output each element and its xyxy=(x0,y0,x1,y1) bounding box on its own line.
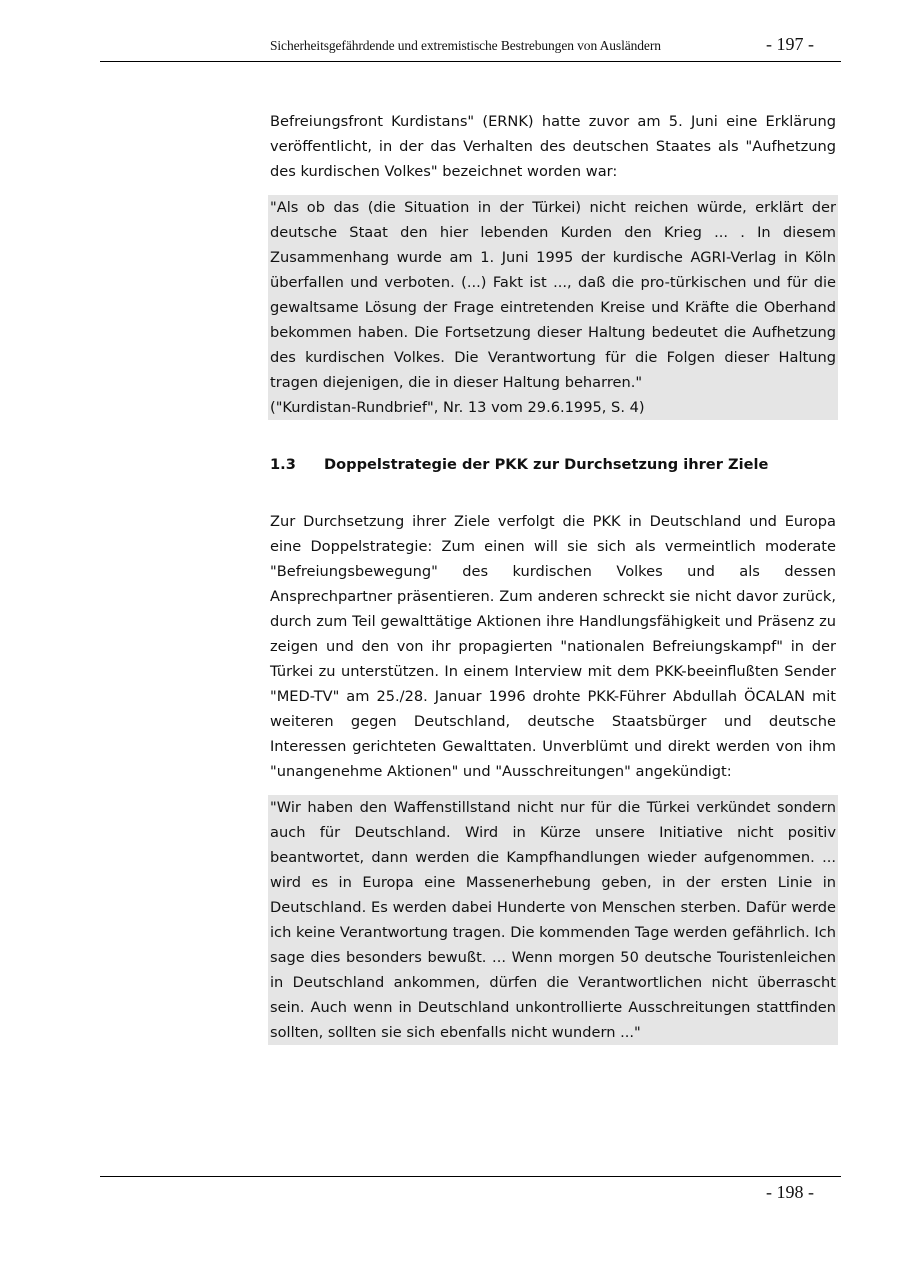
page-header xyxy=(100,30,841,62)
header-page-number: - 197 - xyxy=(766,34,814,54)
page-content xyxy=(270,109,836,1045)
section-number: 1.3 xyxy=(270,456,296,473)
quote-block xyxy=(268,195,838,420)
quote-text: "Als ob das (die Situation in der Türkei) nicht reichen würde, erklärt der deutsche Staat den hier lebenden Kurden den Krieg ... . In diesem Zusammenhang wurde am 1. Juni 1995 der kurdische AGRI-Verlag in Köln überfallen und verboten. (...) Fakt ist ..., daß die pro-türkischen und für die gewaltsame Lösung der Frage eintretenden Kreise und Kräfte die Oberhand bekommen haben. Die Fortsetzung dieser Haltung bedeutet die Aufhetzung des kurdischen Volkes. Die Verantwortung für die Folgen dieser Haltung tragen diejenigen, die in dieser Haltung beharren." xyxy=(270,199,836,391)
section-heading xyxy=(270,456,836,473)
footer-page-number: - 198 - xyxy=(766,1182,814,1202)
quote-block-2 xyxy=(268,795,838,1045)
quote-source: ("Kurdistan-Rundbrief", Nr. 13 vom 29.6.1995, S. 4) xyxy=(270,399,645,416)
intro-paragraph: Befreiungsfront Kurdistans" (ERNK) hatte zuvor am 5. Juni eine Erklärung veröffentlicht, in der das Verhalten des deutschen Staates als "Aufhetzung des kurdischen Volkes" bezeichnet worden war: xyxy=(270,113,836,180)
section-title: Doppelstrategie der PKK zur Durchsetzung ihrer Ziele xyxy=(324,456,769,473)
body-paragraph: Zur Durchsetzung ihrer Ziele verfolgt die PKK in Deutschland und Europa eine Doppelstrategie: Zum einen will sie sich als vermeintlich moderate "Befreiungsbewegung" des kurdischen Volkes und als dessen Ansprechpartner präsentieren. Zum anderen schreckt sie nicht davor zurück, durch zum Teil gewalttätige Aktionen ihre Handlungsfähigkeit und Präsenz zu zeigen und den von ihr propagierten "nationalen Befreiungskampf" in der Türkei zu unterstützen. In einem Interview mit dem PKK-beeinflußten Sender "MED-TV" am 25./28. Januar 1996 drohte PKK-Führer Abdullah ÖCALAN mit weiteren gegen Deutschland, deutsche Staatsbürger und deutsche Interessen gerichteten Gewalttaten. Unverblümt und direkt werden von ihm "unangenehme Aktionen" und "Ausschreitungen" angekündigt: xyxy=(270,513,836,780)
running-title: Sicherheitsgefährdende und extremistische Bestrebungen von Ausländern xyxy=(270,38,661,53)
quote-text-2: "Wir haben den Waffenstillstand nicht nur für die Türkei verkündet sondern auch für Deutschland. Wird in Kürze unsere Initiative nicht positiv beantwortet, dann werden die Kampfhandlungen wieder aufgenommen. ... wird es in Europa eine Massenerhebung geben, in der ersten Linie in Deutschland. Es werden dabei Hunderte von Menschen sterben. Dafür werde ich keine Verantwortung tragen. Die kommenden Tage werden gefährlich. Ich sage dies besonders bewußt. ... Wenn morgen 50 deutsche Touristenleichen in Deutschland ankommen, dürfen die Verantwortlichen nicht überrascht sein. Auch wenn in Deutschland unkontrollierte Ausschreitungen stattfinden sollten, sollten sie sich ebenfalls nicht wundern ..." xyxy=(270,799,836,1041)
footer-rule xyxy=(100,1176,841,1177)
